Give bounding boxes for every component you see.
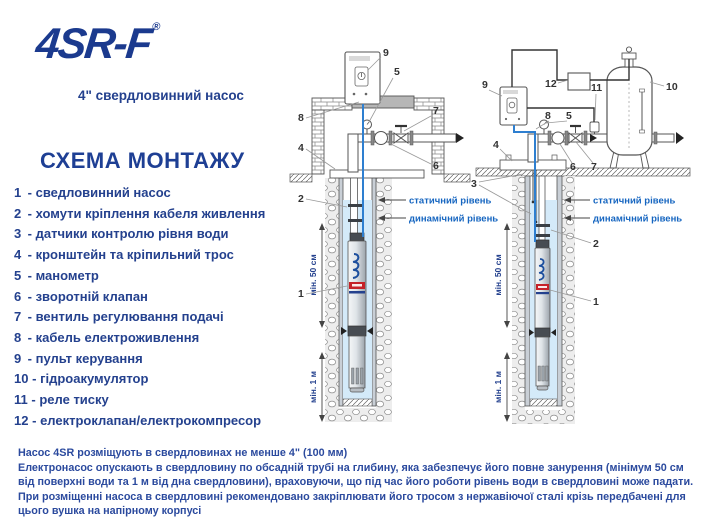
air-valve [622,53,636,59]
control-panel [345,52,380,104]
casing-right [372,178,376,406]
legend-sep: - [27,205,32,221]
dimension-min1m [308,352,325,422]
legend-item [14,411,265,432]
footer-notes [18,446,696,519]
riser-pipe [528,134,538,162]
gravel-right [376,178,392,422]
pressure-switch [590,122,599,132]
footer-note-3: При розміщенні насоса в свердловині рекомендовано закріплювати його тросом з нержавіючої сталі крізь передбачені для цього вушка на напірному корпусі [18,490,686,518]
callout-6 [387,142,439,172]
gravel-bottom [512,410,575,424]
legend-sep: - [27,350,32,366]
riser-pipe [348,134,358,172]
legend-num: 12 [14,412,29,428]
legend-num: 11 [14,392,28,408]
legend-num: 3 [14,226,22,242]
svg-text:12: 12 [545,78,557,90]
dimension-min1m [493,352,510,422]
svg-text:5: 5 [566,110,572,122]
legend-item [14,369,265,390]
svg-text:7: 7 [591,161,597,173]
gravel-left [512,176,525,422]
installation-diagram-hydroaccumulator [462,30,704,440]
legend-item [14,390,265,411]
pump-intake [535,328,550,337]
legend-sep: - [27,247,32,263]
legend-num: 9 [14,350,22,366]
pit-pipework [348,120,464,172]
legend-label: пульт керування [35,350,143,366]
flange [548,131,551,145]
check-valve [375,132,388,145]
legend-num: 8 [14,329,22,345]
callout-11 [591,82,602,120]
legend-label: сведловинний насос [35,185,171,200]
legend-label: гідроакумулятор [40,371,149,387]
legend-item [14,183,265,204]
registered-mark: ® [151,21,161,33]
legend-sep: - [32,371,37,387]
svg-text:3: 3 [471,178,477,190]
callout-9 [482,79,502,96]
brand-logo-text: 4SR-F [33,20,153,68]
dim-min50-label: мін. 50 см [308,254,318,296]
static-level-label: статичний рівень [593,195,676,207]
legend-list [14,183,265,431]
svg-text:4: 4 [493,139,499,151]
legend-num: 7 [14,309,22,325]
legend-num: 2 [14,205,22,221]
casing-left [339,178,343,406]
svg-text:9: 9 [383,47,389,59]
dim-min1m-label: мін. 1 м [308,371,318,403]
legend-num: 6 [14,288,22,304]
legend-label: хомути кріплення кабеля живлення [35,205,266,221]
svg-text:2: 2 [593,238,599,250]
svg-text:5: 5 [394,66,400,78]
cable-clamp [536,234,550,237]
legend-label: кронштейн та кріпильний трос [35,247,234,263]
legend-item [14,266,265,287]
legend-num: 10 [14,371,29,387]
casing-right [557,176,562,406]
well-bottom [343,399,372,406]
pump-intake [348,326,366,336]
svg-text:1: 1 [593,296,599,308]
dimension-min50 [493,223,510,328]
dim-min1m-label: мін. 1 м [493,371,503,403]
legend-item [14,307,265,328]
legend-label: кабель електроживлення [35,329,200,345]
flow-arrow [676,132,684,144]
legend-label: манометр [35,267,99,283]
svg-text:6: 6 [433,160,439,172]
dynamic-level-label: динамічний рівень [593,213,683,225]
footer-note-1: Насос 4SR розміщують в свердловинах не менше 4" (100 мм) [18,447,348,459]
svg-text:4: 4 [298,142,304,154]
legend-num: 1 [14,185,22,200]
legend-item [14,328,265,349]
control-panel [500,87,527,125]
water-levels [564,196,682,225]
legend-label: вентиль регулювання подачі [35,309,224,325]
legend-label: зворотній клапан [35,288,148,304]
legend-item [14,224,265,245]
gravel-left [325,178,339,422]
dynamic-level-label: динамічний рівень [409,213,499,225]
well-shaft [325,170,424,422]
svg-text:11: 11 [591,82,603,94]
flange [371,131,374,145]
gravel-right [562,176,575,422]
svg-text:10: 10 [666,81,678,93]
flange [410,131,413,145]
flange [565,131,568,145]
wellhead-plate [330,170,424,178]
svg-text:2: 2 [298,193,304,205]
hydroaccumulator-tank [607,47,684,168]
legend-item [14,204,265,225]
footer-note-2: Електронасос опускають в свердловину по обсадній трубі на глибину, яка забезпечує його повне занурення (мінімум 50 см від поверхні води та 1 м від дна свердловини), враховуючи, що під час його роботи рівень води в свердловині може падати. [18,461,694,489]
cable-clamp [348,219,362,222]
page-title: СХЕМА МОНТАЖУ [40,148,245,173]
static-level-label: статичний рівень [409,195,492,207]
well-bottom [530,399,557,406]
svg-text:1: 1 [298,288,304,300]
flange [584,131,587,145]
check-valve [552,132,564,144]
legend-sep: - [27,288,32,304]
legend-label: датчики контролю рівня води [35,226,229,242]
legend-item [14,245,265,266]
legend-label: реле тиску [39,392,109,408]
brand-logo [33,20,160,69]
legend-num: 5 [14,267,22,283]
electrovalve-compressor-box [568,73,590,90]
svg-text:9: 9 [482,79,488,91]
legend-sep: - [27,185,32,200]
legend-sep: - [27,329,32,345]
callout-4 [493,139,512,161]
svg-text:8: 8 [545,110,551,122]
cable-clamp [348,204,362,207]
cable-clamp [536,224,550,227]
legend-sep: - [27,226,32,242]
brand-subtitle: 4" свердловинний насос [78,88,244,103]
dimension-min50 [308,223,325,328]
legend-sep: - [31,392,36,408]
legend-label: електроклапан/електрокомпресор [40,412,262,428]
legend-item [14,287,265,308]
panel-switch [507,98,517,113]
legend-sep: - [27,267,32,283]
svg-text:8: 8 [298,112,304,124]
legend-sep: - [27,309,32,325]
dim-min50-label: мін. 50 см [493,254,503,296]
svg-text:7: 7 [433,105,439,117]
legend-num: 4 [14,247,22,263]
callout-10 [650,81,678,93]
legend-sep: - [32,412,37,428]
svg-text:6: 6 [570,161,576,173]
legend-item [14,349,265,370]
gravel-bottom [325,408,392,422]
casing-left [525,176,530,406]
